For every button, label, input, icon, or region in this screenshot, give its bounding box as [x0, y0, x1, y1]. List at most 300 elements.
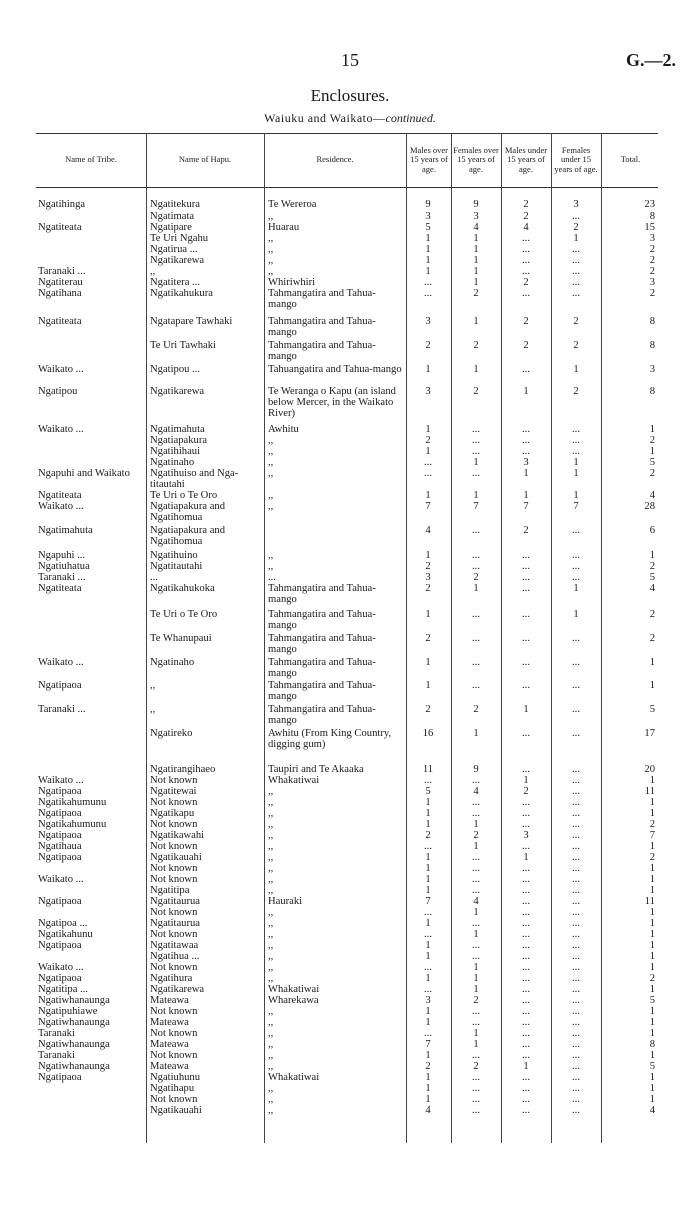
hapu-cell: Not known — [150, 907, 198, 918]
residence-cell: ,, — [268, 233, 274, 244]
males-over-15-cell: 1 — [425, 918, 431, 929]
total-cell: 2 — [649, 561, 655, 572]
tribe-cell: Ngapuhi ... — [38, 550, 86, 561]
males-over-15-cell: 1 — [425, 490, 431, 501]
tribe-cell: Taranaki ... — [38, 266, 86, 277]
females-under-15-cell: ... — [572, 995, 580, 1006]
residence-cell: ,, — [268, 951, 274, 962]
females-over-15-cell: 2 — [473, 386, 479, 397]
females-under-15-cell: ... — [572, 764, 580, 775]
females-under-15-cell: ... — [572, 728, 580, 739]
males-under-15-cell: ... — [522, 885, 530, 896]
males-over-15-cell: 3 — [425, 316, 431, 327]
residence-cell: Tahmangatira and Tahua-mango — [268, 288, 376, 311]
males-under-15-cell: ... — [522, 896, 530, 907]
residence-cell: Awhitu (From King Country, digging gum) — [268, 728, 392, 751]
tribe-cell: Taranaki ... — [38, 704, 86, 715]
males-over-15-cell: ... — [424, 288, 432, 299]
hapu-cell: Ngatihura — [150, 973, 193, 984]
females-under-15-cell: ... — [572, 863, 580, 874]
males-over-15-cell: ... — [424, 277, 432, 288]
total-cell: 4 — [649, 583, 655, 594]
females-under-15-cell: 1 — [573, 609, 579, 620]
total-cell: 2 — [649, 609, 655, 620]
males-over-15-cell: 1 — [425, 1006, 431, 1017]
females-over-15-cell: ... — [472, 561, 480, 572]
residence-cell: ,, — [268, 561, 274, 572]
females-under-15-cell: ... — [572, 797, 580, 808]
total-cell: 1 — [649, 962, 655, 973]
tribe-cell: Ngatipoa ... — [38, 918, 88, 929]
females-under-15-cell: ... — [572, 907, 580, 918]
males-under-15-cell: ... — [522, 808, 530, 819]
males-over-15-cell: 2 — [425, 633, 431, 644]
males-under-15-cell: ... — [522, 1050, 530, 1061]
males-under-15-cell: ... — [522, 233, 530, 244]
females-over-15-cell: 7 — [473, 501, 479, 512]
females-under-15-cell: ... — [572, 1094, 580, 1105]
males-over-15-cell: 5 — [425, 786, 431, 797]
residence-cell: ,, — [268, 863, 274, 874]
females-over-15-cell: 1 — [473, 841, 479, 852]
males-over-15-cell: 1 — [425, 550, 431, 561]
females-over-15-cell: 1 — [473, 962, 479, 973]
males-over-15-cell: ... — [424, 929, 432, 940]
males-over-15-cell: 2 — [425, 1061, 431, 1072]
residence-cell: ,, — [268, 852, 274, 863]
males-under-15-cell: ... — [522, 1028, 530, 1039]
females-under-15-cell: ... — [572, 657, 580, 668]
total-cell: 1 — [649, 1050, 655, 1061]
column-divider — [146, 133, 147, 1143]
females-under-15-cell: ... — [572, 244, 580, 255]
hapu-cell: Ngatirua ... — [150, 244, 198, 255]
females-under-15-cell: 3 — [573, 199, 579, 210]
males-under-15-cell: 1 — [523, 704, 529, 715]
hapu-cell: Ngatihuino — [150, 550, 198, 561]
total-cell: 7 — [649, 830, 655, 841]
hapu-cell: Ngatihuiso and Nga-titautahi — [150, 468, 239, 491]
males-under-15-cell: 2 — [523, 786, 529, 797]
total-cell: 8 — [649, 340, 655, 351]
tribe-cell: Ngatihaua — [38, 841, 82, 852]
hapu-cell: Ngatikarewa — [150, 386, 205, 397]
females-under-15-cell: ... — [572, 830, 580, 841]
males-over-15-cell: 1 — [425, 819, 431, 830]
tribe-cell: Ngatikahumunu — [38, 797, 107, 808]
females-over-15-cell: ... — [472, 951, 480, 962]
males-over-15-cell: ... — [424, 457, 432, 468]
females-over-15-cell: 2 — [473, 704, 479, 715]
females-under-15-cell: ... — [572, 951, 580, 962]
females-under-15-cell: ... — [572, 819, 580, 830]
males-under-15-cell: 7 — [523, 501, 529, 512]
residence-cell: ,, — [268, 435, 274, 446]
females-over-15-cell: ... — [472, 1006, 480, 1017]
males-over-15-cell: 1 — [425, 951, 431, 962]
males-under-15-cell: 1 — [523, 490, 529, 501]
hapu-cell: Ngatikauahi — [150, 1105, 202, 1116]
residence-cell: ,, — [268, 1061, 274, 1072]
females-over-15-cell: 2 — [473, 572, 479, 583]
total-cell: 1 — [649, 808, 655, 819]
tribe-cell: Ngatiwhanaunga — [38, 1039, 110, 1050]
hapu-cell: Ngatitera ... — [150, 277, 201, 288]
males-under-15-cell: ... — [522, 797, 530, 808]
total-cell: 5 — [649, 704, 655, 715]
hapu-cell: Mateawa — [150, 1039, 189, 1050]
header-females-over-15: Females over 15 years of age. — [453, 144, 499, 174]
residence-cell: ,, — [268, 962, 274, 973]
females-over-15-cell: ... — [472, 468, 480, 479]
males-over-15-cell: 1 — [425, 244, 431, 255]
males-over-15-cell: ... — [424, 907, 432, 918]
males-over-15-cell: ... — [424, 984, 432, 995]
females-under-15-cell: ... — [572, 775, 580, 786]
females-over-15-cell: 2 — [473, 830, 479, 841]
females-under-15-cell: 1 — [573, 583, 579, 594]
males-under-15-cell: ... — [522, 266, 530, 277]
residence-cell: ,, — [268, 1050, 274, 1061]
tribe-cell: Ngatiteata — [38, 316, 82, 327]
males-under-15-cell: ... — [522, 364, 530, 375]
residence-cell: ,, — [268, 1094, 274, 1105]
hapu-cell: Not known — [150, 863, 198, 874]
males-over-15-cell: 1 — [425, 255, 431, 266]
females-over-15-cell: 1 — [473, 973, 479, 984]
males-over-15-cell: ... — [424, 468, 432, 479]
column-divider — [406, 133, 407, 1143]
males-over-15-cell: 2 — [425, 435, 431, 446]
page-subtitle — [0, 111, 700, 126]
males-under-15-cell: 1 — [523, 1061, 529, 1072]
females-under-15-cell: ... — [572, 572, 580, 583]
residence-cell: ,, — [268, 1083, 274, 1094]
total-cell: 1 — [649, 863, 655, 874]
females-over-15-cell: 1 — [473, 728, 479, 739]
tribe-cell: Ngatiteata — [38, 490, 82, 501]
hapu-cell: Mateawa — [150, 1061, 189, 1072]
header-tribe: Name of Tribe. — [65, 154, 117, 165]
males-over-15-cell: 1 — [425, 609, 431, 620]
hapu-cell: Ngatinaho — [150, 457, 195, 468]
total-cell: 1 — [649, 1006, 655, 1017]
males-over-15-cell: 1 — [425, 1094, 431, 1105]
females-over-15-cell: ... — [472, 775, 480, 786]
tribe-cell: Ngatiwhanaunga — [38, 1061, 110, 1072]
males-under-15-cell: ... — [522, 1039, 530, 1050]
females-over-15-cell: ... — [472, 797, 480, 808]
females-over-15-cell: 4 — [473, 786, 479, 797]
residence-cell: ,, — [268, 1028, 274, 1039]
males-over-15-cell: 5 — [425, 222, 431, 233]
total-cell: 3 — [649, 233, 655, 244]
residence-cell: Tahmangatira and Tahua-mango — [268, 583, 376, 606]
males-over-15-cell: 11 — [422, 764, 434, 775]
hapu-cell: Ngatihapu — [150, 1083, 195, 1094]
females-over-15-cell: ... — [472, 550, 480, 561]
residence-cell: ,, — [268, 1105, 274, 1116]
residence-cell: Whakatiwai — [268, 984, 320, 995]
total-cell: 2 — [649, 973, 655, 984]
total-cell: 1 — [649, 797, 655, 808]
hapu-cell: Not known — [150, 775, 198, 786]
females-under-15-cell: ... — [572, 852, 580, 863]
females-under-15-cell: ... — [572, 918, 580, 929]
males-under-15-cell: ... — [522, 680, 530, 691]
hapu-cell: Ngatihua ... — [150, 951, 200, 962]
males-over-15-cell: 3 — [425, 211, 431, 222]
residence-cell: ,, — [268, 918, 274, 929]
males-under-15-cell: ... — [522, 244, 530, 255]
tribe-cell: Ngatipou — [38, 386, 78, 397]
females-over-15-cell: 1 — [473, 984, 479, 995]
column-divider — [501, 133, 502, 1143]
hapu-cell: Mateawa — [150, 1017, 189, 1028]
total-cell: 1 — [649, 841, 655, 852]
males-over-15-cell: 1 — [425, 364, 431, 375]
males-over-15-cell: 7 — [425, 501, 431, 512]
females-over-15-cell: 4 — [473, 896, 479, 907]
females-over-15-cell: 9 — [473, 764, 479, 775]
total-cell: 1 — [649, 885, 655, 896]
residence-cell: Tahmangatira and Tahua-mango — [268, 316, 376, 339]
females-under-15-cell: ... — [572, 435, 580, 446]
females-over-15-cell: 1 — [473, 583, 479, 594]
females-over-15-cell: 1 — [473, 316, 479, 327]
hapu-cell: Ngatiuhunu — [150, 1072, 201, 1083]
males-over-15-cell: 1 — [425, 874, 431, 885]
total-cell: 4 — [649, 490, 655, 501]
tribe-cell: Waikato ... — [38, 657, 84, 668]
residence-cell: Tahmangatira and Tahua-mango — [268, 340, 376, 363]
females-under-15-cell: ... — [572, 525, 580, 536]
tribe-cell: Ngatipaoa — [38, 940, 82, 951]
total-cell: 23 — [644, 199, 655, 210]
total-cell: 2 — [649, 468, 655, 479]
females-under-15-cell: ... — [572, 1083, 580, 1094]
males-over-15-cell: 4 — [425, 1105, 431, 1116]
females-under-15-cell: ... — [572, 1050, 580, 1061]
tribe-cell: Ngatiteata — [38, 583, 82, 594]
residence-cell: Hauraki — [268, 896, 303, 907]
females-under-15-cell: ... — [572, 1006, 580, 1017]
total-cell: 28 — [644, 501, 655, 512]
total-cell: 1 — [649, 907, 655, 918]
residence-cell: ,, — [268, 266, 274, 277]
females-under-15-cell: ... — [572, 277, 580, 288]
males-under-15-cell: 4 — [523, 222, 529, 233]
females-under-15-cell: ... — [572, 266, 580, 277]
females-over-15-cell: ... — [472, 885, 480, 896]
females-over-15-cell: ... — [472, 1017, 480, 1028]
females-over-15-cell: ... — [472, 424, 480, 435]
males-over-15-cell: ... — [424, 962, 432, 973]
males-under-15-cell: ... — [522, 633, 530, 644]
residence-cell: Whiriwhiri — [268, 277, 316, 288]
tribe-cell: Ngatipaoa — [38, 786, 82, 797]
females-over-15-cell: ... — [472, 918, 480, 929]
total-cell: 1 — [649, 657, 655, 668]
males-over-15-cell: 1 — [425, 1083, 431, 1094]
residence-cell: Taupiri and Te Akaaka — [268, 764, 364, 775]
males-under-15-cell: ... — [522, 1006, 530, 1017]
males-over-15-cell: 16 — [422, 728, 434, 739]
hapu-cell: Ngatihihaui — [150, 446, 201, 457]
males-over-15-cell: 9 — [425, 199, 431, 210]
residence-cell: ,, — [268, 490, 274, 501]
males-under-15-cell: ... — [522, 657, 530, 668]
females-over-15-cell: ... — [472, 609, 480, 620]
residence-cell: ,, — [268, 255, 274, 266]
females-over-15-cell: ... — [472, 874, 480, 885]
tribe-cell: Ngatipaoa — [38, 973, 82, 984]
males-under-15-cell: ... — [522, 424, 530, 435]
tribe-cell: Ngatiwhanaunga — [38, 995, 110, 1006]
residence-cell: ,, — [268, 797, 274, 808]
females-under-15-cell: ... — [572, 786, 580, 797]
residence-cell: Te Wereroa — [268, 199, 317, 210]
females-over-15-cell: ... — [472, 808, 480, 819]
page-title: Enclosures. — [310, 86, 390, 105]
males-over-15-cell: 1 — [425, 940, 431, 951]
total-cell: 5 — [649, 572, 655, 583]
males-over-15-cell: 1 — [425, 797, 431, 808]
residence-cell: ,, — [268, 1017, 274, 1028]
total-cell: 1 — [649, 1017, 655, 1028]
males-under-15-cell: ... — [522, 929, 530, 940]
males-over-15-cell: 1 — [425, 1017, 431, 1028]
females-over-15-cell: ... — [472, 1072, 480, 1083]
hapu-cell: Not known — [150, 962, 198, 973]
residence-cell: ,, — [268, 808, 274, 819]
females-over-15-cell: 9 — [473, 199, 479, 210]
header-males-over-15: Males over 15 years of age. — [409, 144, 448, 174]
females-over-15-cell: 1 — [473, 266, 479, 277]
total-cell: 8 — [649, 316, 655, 327]
males-under-15-cell: ... — [522, 907, 530, 918]
residence-cell: Te Weranga o Kapu (an island below Mercer, in the Waikato River) — [268, 386, 396, 420]
hapu-cell: Ngatitaurua — [150, 918, 201, 929]
females-under-15-cell: 1 — [573, 490, 579, 501]
females-under-15-cell: ... — [572, 1105, 580, 1116]
residence-cell: ,, — [268, 907, 274, 918]
males-over-15-cell: 1 — [425, 680, 431, 691]
total-cell: 8 — [649, 211, 655, 222]
males-over-15-cell: 1 — [425, 1050, 431, 1061]
females-over-15-cell: ... — [472, 1105, 480, 1116]
total-cell: 1 — [649, 1072, 655, 1083]
females-under-15-cell: ... — [572, 446, 580, 457]
males-under-15-cell: ... — [522, 940, 530, 951]
females-under-15-cell: ... — [572, 704, 580, 715]
residence-cell: ,, — [268, 468, 274, 479]
total-cell: 1 — [649, 929, 655, 940]
males-under-15-cell: 2 — [523, 211, 529, 222]
males-over-15-cell: 1 — [425, 863, 431, 874]
males-under-15-cell: 1 — [523, 468, 529, 479]
tribe-cell: Ngatipaoa — [38, 1072, 82, 1083]
total-cell: 1 — [649, 775, 655, 786]
males-under-15-cell: ... — [522, 1105, 530, 1116]
males-under-15-cell: ... — [522, 1083, 530, 1094]
hapu-cell: Ngatikawahi — [150, 830, 205, 841]
males-over-15-cell: 4 — [425, 525, 431, 536]
females-over-15-cell: ... — [472, 863, 480, 874]
females-over-15-cell: 2 — [473, 1061, 479, 1072]
females-under-15-cell: ... — [572, 973, 580, 984]
total-cell: 15 — [644, 222, 655, 233]
females-over-15-cell: 1 — [473, 490, 479, 501]
tribe-cell: Ngatipaoa — [38, 896, 82, 907]
females-over-15-cell: 2 — [473, 340, 479, 351]
tribe-cell: Ngatiteata — [38, 222, 82, 233]
total-cell: 1 — [649, 874, 655, 885]
females-under-15-cell: ... — [572, 1072, 580, 1083]
hapu-cell: Not known — [150, 929, 198, 940]
total-cell: 2 — [649, 244, 655, 255]
males-over-15-cell: ... — [424, 1028, 432, 1039]
tribe-cell: Waikato ... — [38, 775, 84, 786]
header-males-under-15: Males under 15 years of age. — [504, 144, 548, 174]
total-cell: 1 — [649, 918, 655, 929]
residence-cell: ,, — [268, 446, 274, 457]
total-cell: 3 — [649, 364, 655, 375]
total-cell: 5 — [649, 1061, 655, 1072]
residence-cell: Awhitu — [268, 424, 299, 435]
header-females-under-15: Females under 15 years of age. — [554, 144, 598, 174]
tribe-cell: Ngatipaoa — [38, 852, 82, 863]
column-divider — [264, 133, 265, 1143]
males-under-15-cell: ... — [522, 572, 530, 583]
males-over-15-cell: 1 — [425, 657, 431, 668]
males-over-15-cell: 3 — [425, 572, 431, 583]
subtitle-continued: continued. — [385, 111, 436, 125]
males-over-15-cell: 2 — [425, 704, 431, 715]
males-over-15-cell: 7 — [425, 1039, 431, 1050]
hapu-cell: Not known — [150, 1028, 198, 1039]
hapu-cell: Ngatimahuta — [150, 424, 205, 435]
females-under-15-cell: ... — [572, 211, 580, 222]
females-under-15-cell: ... — [572, 841, 580, 852]
males-over-15-cell: 1 — [425, 1072, 431, 1083]
total-cell: 1 — [649, 680, 655, 691]
males-under-15-cell: ... — [522, 819, 530, 830]
males-under-15-cell: ... — [522, 918, 530, 929]
males-under-15-cell: ... — [522, 550, 530, 561]
males-under-15-cell: ... — [522, 841, 530, 852]
males-under-15-cell: ... — [522, 609, 530, 620]
hapu-cell: Ngatitipa — [150, 885, 190, 896]
residence-cell: Huarau — [268, 222, 300, 233]
total-cell: 20 — [644, 764, 655, 775]
hapu-cell: ,, — [150, 704, 156, 715]
residence-cell: ,, — [268, 244, 274, 255]
hapu-cell: Not known — [150, 874, 198, 885]
tribe-cell: Ngatiterau — [38, 277, 83, 288]
females-over-15-cell: 4 — [473, 222, 479, 233]
females-under-15-cell: ... — [572, 424, 580, 435]
hapu-cell: Ngatitawaa — [150, 940, 199, 951]
females-over-15-cell: 1 — [473, 277, 479, 288]
females-over-15-cell: ... — [472, 525, 480, 536]
females-over-15-cell: 2 — [473, 995, 479, 1006]
males-under-15-cell: 1 — [523, 852, 529, 863]
hapu-cell: Ngatapare Tawhaki — [150, 316, 233, 327]
males-under-15-cell: ... — [522, 863, 530, 874]
total-cell: 8 — [649, 386, 655, 397]
females-over-15-cell: 1 — [473, 255, 479, 266]
